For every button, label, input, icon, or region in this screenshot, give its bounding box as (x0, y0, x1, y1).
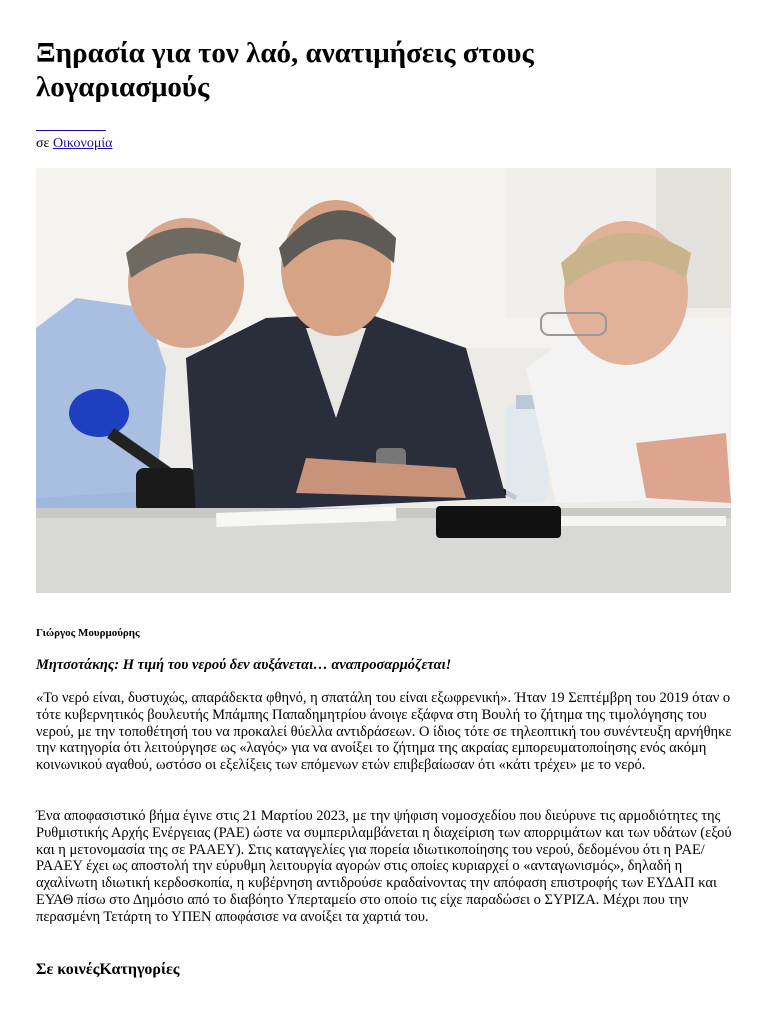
category-line (36, 136, 113, 152)
press-conference-photo (36, 168, 731, 593)
article-byline: Γιώργος Μουρμούρης (36, 627, 140, 639)
section-title: Σε κοινέςΚατηγορίες (36, 961, 180, 978)
article-paragraph: «Το νερό είναι, δυστυχώς, απαράδεκτα φθηνό, η σπατάλη του είναι εξωφρενική». Ήταν 19 Σεπτέμβρη του 2019 όταν ο τότε κυβερνητικός βουλευτής Μπάμπης Παπαδημητρίου άνοιγε εξάφνα στη Βουλή το ζήτημα της τιμολόγησης του νερού, με την τοποθέτησή του να προκαλεί θύελλα αντιδράσεων. Ο ίδιος τότε σε τηλεοπτική του συνέντευξη αρνήθηκε την κατηγορία ότι λειτούργησε ως «λαγός» για να ανοίξει το ζήτημα της ακραίας εμπορευματοποίησης ενός ακόμη κοινωνικού αγαθού, ωστόσο οι εξελίξεις των επόμενων ετών επιβεβαίωσαν ότι «κάτι τρέχει» με το νερό. (36, 690, 732, 774)
category-prefix: σε (36, 136, 53, 151)
author-link[interactable] (36, 130, 106, 131)
article-paragraph: Ένα αποφασιστικό βήμα έγινε στις 21 Μαρτίου 2023, με την ψήφιση νομοσχεδίου που διεύρυνε τις αρμοδιότητες της Ρυθμιστικής Αρχής Ενέργειας (ΡΑΕ) ώστε να συμπεριλαμβάνεται η διαχείριση των απορριμάτων και των υδάτων (εξού και η μετονομασία της σε ΡΑΑΕΥ). Στις καταγγελίες για πορεία ιδιωτικοποίησης του νερού, δεδομένου ότι η ΡΑΕ/ΡΑΑΕΥ έχει ως αποστολή την εύρυθμη λειτουργία αγορών στις οποίες κυριαρχεί ο «ανταγωνισμός», δηλαδή η αχαλίνωτη ιδιωτική κερδοσκοπία, η κυβέρνηση αντιδρούσε κραδαίνοντας την απόφαση επιστροφής των ΕΥΔΑΠ και ΕΥΑΘ πίσω στο Δημόσιο από το διαβόητο Υπερταμείο στο οποίο τις είχε παραδώσει ο ΣΥΡΙΖΑ. Μέχρι που την περασμένη Τετάρτη το ΥΠΕΝ αποφάσισε να ανοίξει τα χαρτιά του. (36, 808, 732, 925)
article-subheading: Μητσοτάκης: Η τιμή του νερού δεν αυξάνεται… αναπροσαρμόζεται! (36, 657, 452, 673)
hero-image (36, 168, 731, 593)
article-title: Ξηρασία για τον λαό, ανατιμήσεις στους λογαριασμούς (36, 37, 534, 103)
category-link[interactable]: Οικονομία (52, 136, 113, 151)
